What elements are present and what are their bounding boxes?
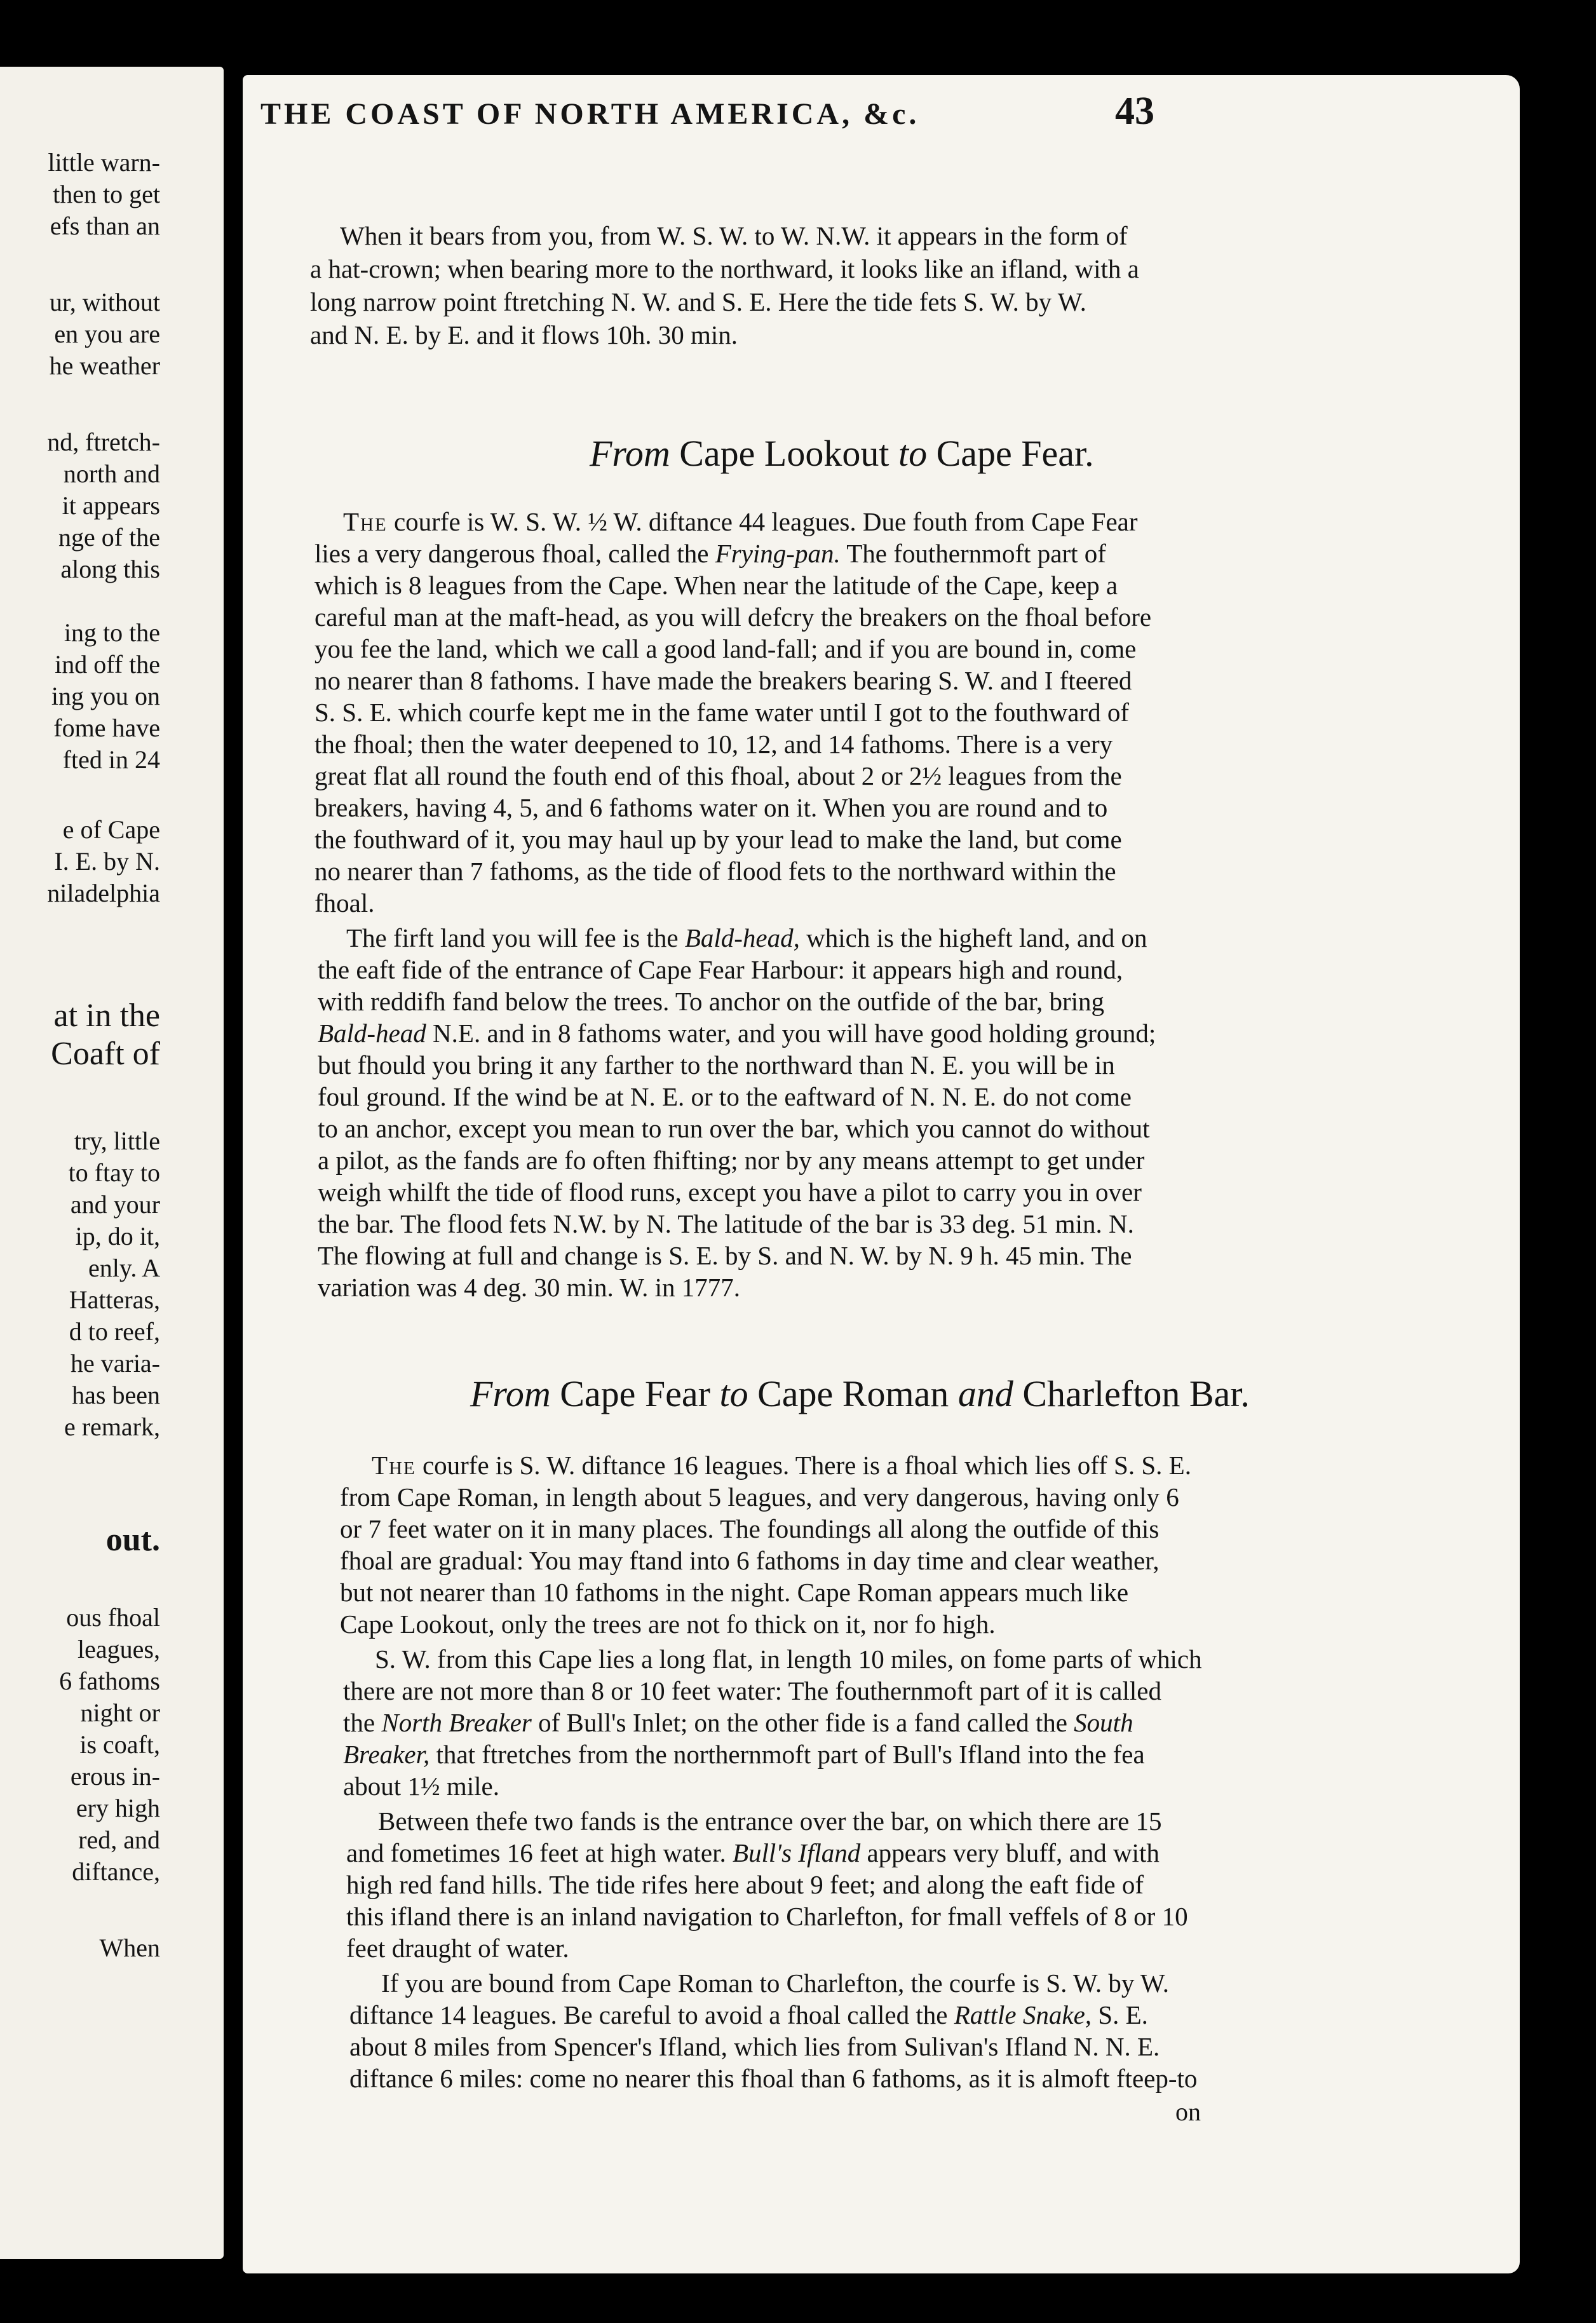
s1-p1-line-1: The courfe is W. S. W. ½ W. diftance 44 leagues. Due fouth from Cape Fear: [343, 507, 1138, 536]
s2-p3-line-4: this ifland there is an inland navigation to Charlefton, for fmall veffels of 8 or 10: [346, 1902, 1188, 1931]
left-fragment-line: diftance,: [72, 1857, 160, 1886]
s1-p1-line-9: great flat all round the fouth end of this fhoal, about 2 or 2½ leagues from the: [314, 761, 1122, 790]
s1-p1-line-8: the fhoal; then the water deepened to 10, 12, and 14 fathoms. There is a very: [314, 729, 1113, 759]
left-fragment-line: nd, ftretch-: [47, 428, 160, 456]
left-fragment-line: ing to the: [64, 618, 160, 647]
s2-p2-line-4: Breaker, that ftretches from the northernmoft part of Bull's Ifland into the fea: [343, 1740, 1145, 1769]
catchword: on: [1175, 2097, 1201, 2126]
s1-p2-line-8: a pilot, as the fands are fo often fhifting; nor by any means attempt to get under: [318, 1146, 1145, 1175]
s1-p1-line-13: fhoal.: [314, 888, 375, 918]
left-fragment-line: leagues,: [78, 1635, 160, 1663]
s2-p1-first-word: The: [372, 1451, 416, 1480]
s2-p1-line-6: Cape Lookout, only the trees are not fo thick on it, nor fo high.: [340, 1609, 996, 1639]
left-fragment-line: ip, do it,: [75, 1222, 160, 1250]
s1-p2-line-10: the bar. The flood fets N.W. by N. The latitude of the bar is 33 deg. 51 min. N.: [318, 1209, 1134, 1238]
s1-p2-line-2: the eaft fide of the entrance of Cape Fear Harbour: it appears high and round,: [318, 955, 1123, 984]
title2-place-1: Cape Fear: [560, 1373, 710, 1414]
left-fragment-line: it appears: [62, 491, 160, 520]
s2-p1-line-4: fhoal are gradual: You may ftand into 6 fathoms in day time and clear weather,: [340, 1546, 1160, 1575]
s1-p1-line-11: the fouthward of it, you may haul up by your lead to make the land, but come: [314, 825, 1122, 854]
s2-p1-line-1: The courfe is S. W. diftance 16 leagues. There is a fhoal which lies off S. S. E.: [372, 1451, 1191, 1480]
title2-place-2: Cape Roman: [757, 1373, 949, 1414]
s2-p2-line-2: there are not more than 8 or 10 feet water: The fouthernmoft part of it is called: [343, 1676, 1161, 1705]
title2-place-3: Charlefton Bar.: [1022, 1373, 1250, 1414]
left-fragment-line: is coaft,: [79, 1730, 160, 1759]
left-fragment-line: Coaft of: [51, 1036, 160, 1072]
left-fragment-line: nge of the: [58, 523, 160, 552]
frying-pan-name: Frying-pan.: [715, 539, 841, 568]
s2-p1-line-3: or 7 feet water on it in many places. The foundings all along the outfide of this: [340, 1514, 1160, 1543]
title-word-to: to: [898, 433, 928, 474]
left-fragment-line: ery high: [76, 1794, 160, 1822]
s2-p3-line-1: Between thefe two fands is the entrance over the bar, on which there are 15: [378, 1806, 1162, 1836]
bald-head-name: Bald-head,: [684, 923, 800, 952]
rattle-snake-name: Rattle Snake,: [954, 2000, 1092, 2029]
intro-line-2: a hat-crown; when bearing more to the northward, it looks like an ifland, with a: [310, 254, 1139, 283]
s1-p1-line-4: careful man at the maft-head, as you will defcry the breakers on the fhoal before: [314, 602, 1152, 632]
s1-p1-line-2: lies a very dangerous fhoal, called the Frying-pan. The fouthernmoft part of: [314, 539, 1106, 568]
left-fragment-line: at in the: [53, 998, 160, 1034]
s1-p2-line-11: The flowing at full and change is S. E. by S. and N. W. by N. 9 h. 45 min. The: [318, 1241, 1132, 1270]
left-fragment-line: d to reef,: [69, 1317, 160, 1346]
left-fragment-line: to ftay to: [68, 1158, 160, 1187]
south-breaker-name: South: [1074, 1708, 1133, 1737]
previous-page-fragment: [0, 67, 224, 2259]
left-fragment-line: efs than an: [50, 212, 160, 240]
title2-word-from: From: [470, 1373, 551, 1414]
left-fragment-line: e remark,: [64, 1412, 160, 1441]
s1-p2-line-5: but fhould you bring it any farther to the northward than N. E. you will be in: [318, 1050, 1115, 1080]
north-breaker-name: North Breaker: [381, 1708, 532, 1737]
s1-p1-line-6: no nearer than 8 fathoms. I have made the breakers bearing S. W. and I fteered: [314, 666, 1132, 695]
s1-p1-first-word: The: [343, 507, 388, 536]
section-title-cape-lookout-to-cape-fear: [590, 432, 1094, 475]
left-fragment-line: ous fhoal: [66, 1603, 160, 1632]
title-word-from: From: [590, 433, 670, 474]
s1-p1-line-3: which is 8 leagues from the Cape. When near the latitude of the Cape, keep a: [314, 571, 1118, 600]
s1-p1-line-12: no nearer than 7 fathoms, as the tide of flood fets to the northward within the: [314, 857, 1116, 886]
page-number: 43: [1115, 90, 1154, 133]
left-fragment-line: fted in 24: [62, 745, 160, 774]
left-fragment-line: has been: [72, 1381, 160, 1409]
left-fragment-line: I. E. by N.: [54, 847, 160, 876]
title2-word-to: to: [719, 1373, 748, 1414]
s1-p2-line-4: Bald-head N.E. and in 8 fathoms water, and you will have good holding ground;: [318, 1019, 1156, 1048]
left-fragment-line: erous in-: [70, 1762, 160, 1791]
left-fragment-line: niladelphia: [47, 879, 160, 907]
intro-line-4: and N. E. by E. and it flows 10h. 30 min.: [310, 320, 738, 349]
left-fragment-line: e of Cape: [62, 815, 160, 844]
s1-p1-line-10: breakers, having 4, 5, and 6 fathoms water on it. When you are round and to: [314, 793, 1108, 822]
running-head: THE COAST OF NORTH AMERICA, &c.: [260, 97, 920, 131]
left-fragment-line: night or: [80, 1698, 160, 1727]
s2-p2-line-5: about 1½ mile.: [343, 1771, 499, 1801]
left-fragment-line: en you are: [54, 320, 160, 348]
south-breaker-name-2: Breaker,: [343, 1740, 430, 1769]
left-fragment-line: enly. A: [88, 1254, 160, 1282]
s2-p3-line-3: high red fand hills. The tide rifes here about 9 feet; and along the eaft fide of: [346, 1870, 1144, 1899]
left-fragment-line: ind off the: [55, 650, 160, 679]
s1-p1-line-7: S. S. E. which courfe kept me in the fame water until I got to the fouthward of: [314, 698, 1130, 727]
s1-p2-line-6: foul ground. If the wind be at N. E. or to the eaftward of N. N. E. do not come: [318, 1082, 1132, 1111]
s2-p2-line-1: S. W. from this Cape lies a long flat, in length 10 miles, on fome parts of which: [375, 1644, 1202, 1674]
left-fragment-line: out.: [105, 1522, 160, 1558]
intro-line-1: When it bears from you, from W. S. W. to W. N.W. it appears in the form of: [340, 221, 1128, 250]
left-fragment-line: north and: [63, 459, 160, 488]
left-fragment-line: little warn-: [48, 148, 160, 177]
left-fragment-line: When: [99, 1934, 160, 1962]
left-fragment-line: ing you on: [51, 682, 160, 710]
left-fragment-line: then to get: [53, 180, 160, 208]
s1-p2-line-12: variation was 4 deg. 30 min. W. in 1777.: [318, 1273, 741, 1302]
s2-p2-line-3: the North Breaker of Bull's Inlet; on the other fide is a fand called the South: [343, 1708, 1133, 1737]
title-place-2: Cape Fear.: [936, 433, 1094, 474]
s2-p3-line-2: and fometimes 16 feet at high water. Bull's Ifland appears very bluff, and with: [346, 1838, 1160, 1867]
left-fragment-line: fome have: [53, 714, 160, 742]
left-fragment-line: he weather: [49, 351, 160, 380]
s2-p1-line-5: but not nearer than 10 fathoms in the night. Cape Roman appears much like: [340, 1578, 1129, 1607]
left-fragment-line: 6 fathoms: [59, 1667, 160, 1695]
s2-p4-line-3: about 8 miles from Spencer's Ifland, which lies from Sulivan's Ifland N. N. E.: [349, 2032, 1160, 2061]
left-fragment-line: try, little: [74, 1127, 160, 1155]
left-fragment-line: and your: [70, 1190, 160, 1219]
s2-p4-line-1: If you are bound from Cape Roman to Charlefton, the courfe is S. W. by W.: [381, 1968, 1170, 1998]
s1-p2-line-7: to an anchor, except you mean to run over the bar, which you cannot do without: [318, 1114, 1150, 1143]
s1-p2-line-1: The firft land you will fee is the Bald-head, which is the higheft land, and on: [346, 923, 1147, 952]
bald-head-name-2: Bald-head: [318, 1019, 426, 1048]
left-fragment-line: along this: [60, 555, 160, 583]
s2-p3-line-5: feet draught of water.: [346, 1934, 569, 1963]
s1-p1-line-5: you fee the land, which we call a good land-fall; and if you are bound in, come: [314, 634, 1137, 663]
left-fragment-line: Hatteras,: [69, 1285, 160, 1314]
s1-p2-line-3: with reddifh fand below the trees. To anchor on the outfide of the bar, bring: [318, 987, 1105, 1016]
section-title-cape-fear-to-charleston: [470, 1372, 1250, 1415]
left-fragment-line: he varia-: [70, 1349, 160, 1378]
title2-word-and: and: [957, 1373, 1013, 1414]
s2-p4-line-2: diftance 14 leagues. Be careful to avoid a fhoal called the Rattle Snake, S. E.: [349, 2000, 1148, 2029]
s2-p4-line-4: diftance 6 miles: come no nearer this fhoal than 6 fathoms, as it is almoft fteep-to: [349, 2064, 1198, 2093]
left-fragment-line: ur, without: [50, 288, 160, 316]
s2-p1-line-2: from Cape Roman, in length about 5 leagues, and very dangerous, having only 6: [340, 1482, 1179, 1512]
intro-line-3: long narrow point ftretching N. W. and S. E. Here the tide fets S. W. by W.: [310, 287, 1086, 316]
left-fragment-line: red, and: [78, 1825, 160, 1854]
bulls-island-name: Bull's Ifland: [732, 1838, 861, 1867]
title-place-1: Cape Lookout: [679, 433, 889, 474]
s1-p2-line-9: weigh whilft the tide of flood runs, except you have a pilot to carry you in over: [318, 1177, 1142, 1207]
